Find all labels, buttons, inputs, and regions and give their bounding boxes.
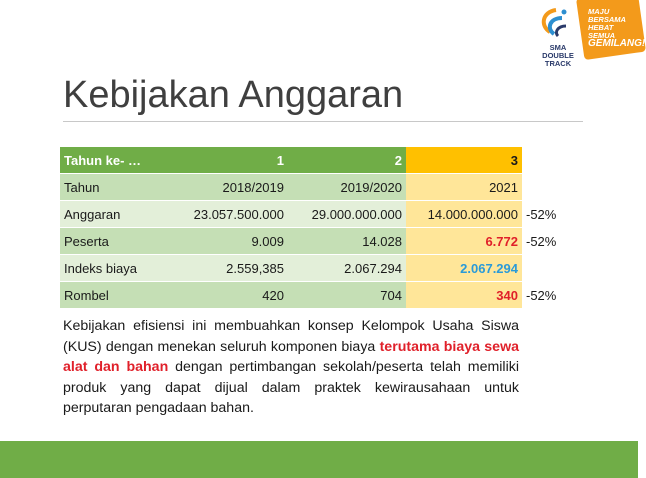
table-cell: 2.067.294: [406, 255, 522, 282]
table-cell: 29.000.000.000: [288, 201, 406, 228]
title-divider: [63, 121, 583, 122]
table-cell: 9.009: [165, 228, 288, 255]
pct-cell: -52%: [522, 282, 570, 309]
table-cell: 2021: [406, 174, 522, 201]
paragraph-text: Kebijakan efisiensi ini membuahkan konsep Kelompok Usaha Siswa (KUS) dengan menekan seluruh komponen biaya: [63, 318, 519, 355]
table-row: [60, 174, 570, 201]
table-row: [60, 255, 570, 282]
header-cell: Tahun ke- …: [60, 147, 165, 174]
table-cell: 340: [406, 282, 522, 309]
table-cell: 6.772: [406, 228, 522, 255]
paragraph-text: dengan pertimbangan sekolah/peserta telah memiliki produk yang dapat dijual dalam praktek kewirausahaan untuk perputaran pengadaan bahan.: [63, 359, 519, 416]
logo-text: SMA DOUBLE TRACK: [542, 43, 574, 68]
pct-cell: [522, 255, 570, 282]
footer-bar: [0, 441, 638, 478]
pct-cell: [522, 174, 570, 201]
table-cell: 14.000.000.000: [406, 201, 522, 228]
header-cell: 3: [406, 147, 522, 174]
table-cell: 2019/2020: [288, 174, 406, 201]
table-cell: 23.057.500.000: [165, 201, 288, 228]
row-label: Indeks biaya: [60, 255, 165, 282]
table-row: [60, 201, 570, 228]
table-cell: 2.067.294: [288, 255, 406, 282]
header-cell: 2: [288, 147, 406, 174]
table-cell: 704: [288, 282, 406, 309]
table-row: [60, 282, 570, 309]
row-label: Peserta: [60, 228, 165, 255]
table-cell: 420: [165, 282, 288, 309]
pct-cell: [522, 147, 570, 174]
table-cell: 2.559,385: [165, 255, 288, 282]
slogan-text: MAJU BERSAMA HEBAT SEMUA GEMILANG!: [588, 7, 646, 49]
row-label: Rombel: [60, 282, 165, 309]
pct-cell: -52%: [522, 228, 570, 255]
table-row: [60, 228, 570, 255]
policy-paragraph: [63, 316, 519, 419]
row-label: Anggaran: [60, 201, 165, 228]
table-cell: 2018/2019: [165, 174, 288, 201]
table-header-row: [60, 147, 570, 174]
pct-cell: -52%: [522, 201, 570, 228]
slide-title: Kebijakan Anggaran: [63, 74, 404, 116]
paragraph-highlight: terutama biaya sewa alat dan bahan: [63, 338, 519, 375]
header-cell: 1: [165, 147, 288, 174]
row-label: Tahun: [60, 174, 165, 201]
table-cell: 14.028: [288, 228, 406, 255]
budget-table: [60, 147, 570, 309]
